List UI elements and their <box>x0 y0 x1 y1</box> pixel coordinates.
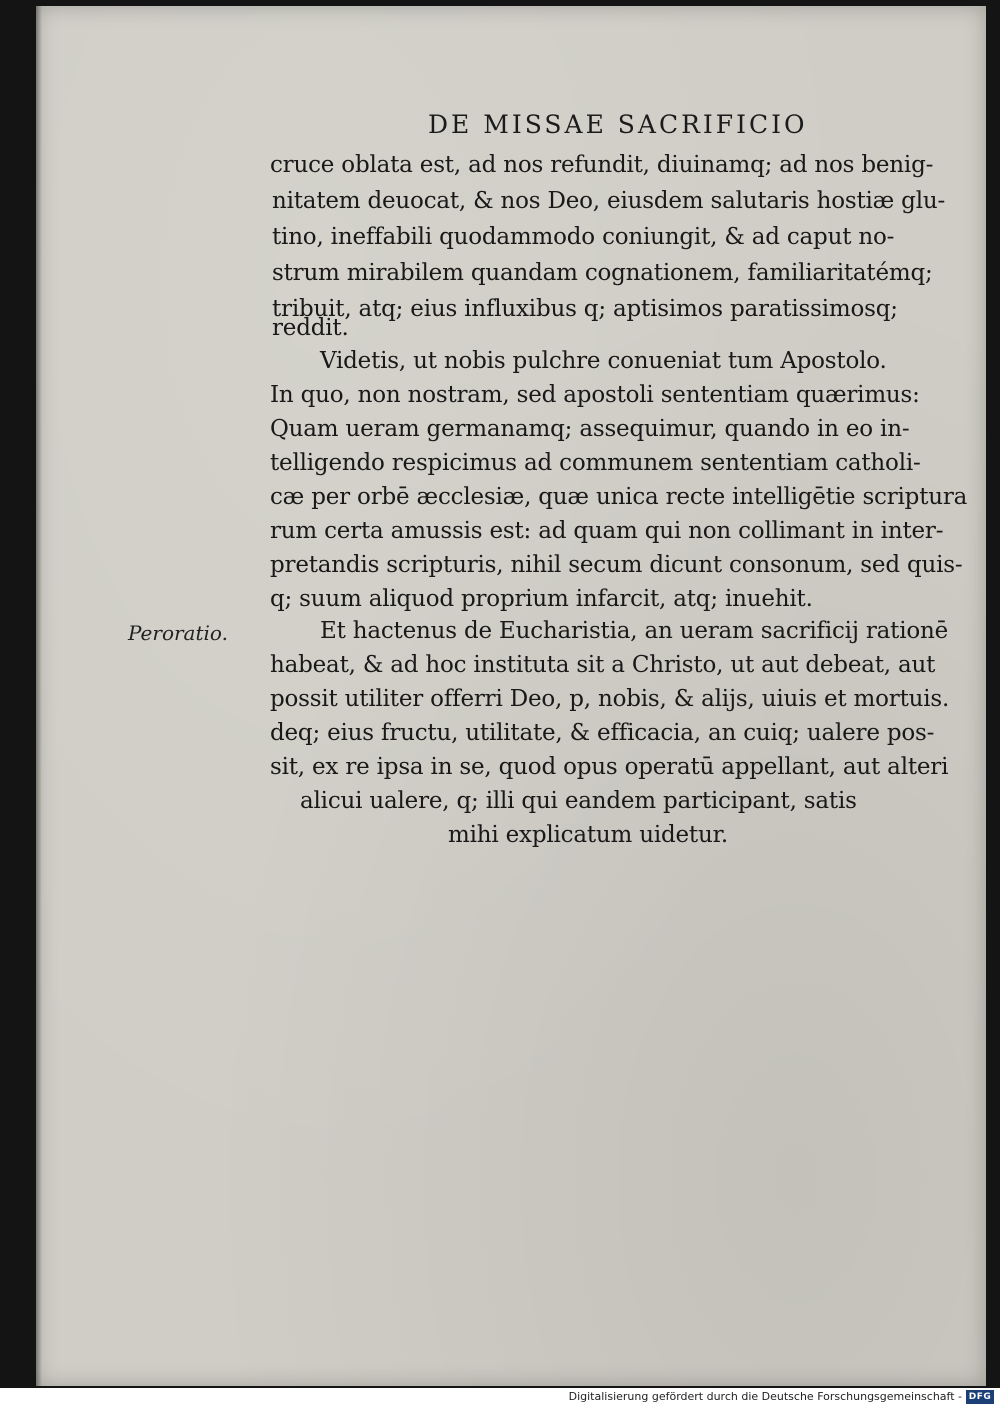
text-line: habeat, & ad hoc instituta sit a Christo, ut aut debeat, aut <box>270 652 936 678</box>
running-head: DE MISSAE SACRIFICIO <box>428 110 808 139</box>
text-line: Videtis, ut nobis pulchre conueniat tum Apostolo. <box>320 348 887 374</box>
text-line: deq; eius fructu, utilitate, & efficacia, an cuiq; ualere pos- <box>270 720 935 746</box>
footer-bar <box>0 1388 1000 1407</box>
text-line: tino, ineffabili quodammodo coniungit, & ad caput no- <box>272 224 895 250</box>
text-line: alicui ualere, q; illi qui eandem participant, satis <box>300 788 857 814</box>
text-line: rum certa amussis est: ad quam qui non collimant in inter- <box>270 518 944 544</box>
funding-credit: Digitalisierung gefördert durch die Deutsche Forschungsgemeinschaft - <box>568 1390 962 1403</box>
text-line: telligendo respicimus ad communem sententiam catholi- <box>270 450 921 476</box>
text-line: nitatem deuocat, & nos Deo, eiusdem salutaris hostiæ glu- <box>272 188 946 214</box>
text-line: Quam ueram germanamq; assequimur, quando in eo in- <box>270 416 910 442</box>
text-line: pretandis scripturis, nihil secum dicunt consonum, sed quis- <box>270 552 963 578</box>
page-edge-shadow <box>36 6 42 1386</box>
text-line: tribuit, atq; eius influxibus q; aptisimos paratissimosq; <box>272 296 898 322</box>
book-page <box>36 6 986 1386</box>
dfg-logo: DFG <box>966 1390 994 1404</box>
text-line: sit, ex re ipsa in se, quod opus operatū appellant, aut alteri <box>270 754 949 780</box>
text-line: reddit. <box>272 315 349 341</box>
text-line: mihi explicatum uidetur. <box>448 822 728 848</box>
marginal-note: Peroratio. <box>128 621 228 645</box>
text-line: In quo, non nostram, sed apostoli sententiam quærimus: <box>270 382 920 408</box>
text-line: cruce oblata est, ad nos refundit, diuinamq; ad nos benig- <box>270 152 934 178</box>
text-line: q; suum aliquod proprium infarcit, atq; inuehit. <box>270 586 813 612</box>
text-line: Et hactenus de Eucharistia, an ueram sacrificij rationē <box>320 618 949 644</box>
text-line: strum mirabilem quandam cognationem, familiaritatémq; <box>272 260 933 286</box>
text-line: possit utiliter offerri Deo, p, nobis, & alijs, uiuis et mortuis. <box>270 686 950 712</box>
text-line: cæ per orbē æcclesiæ, quæ unica recte intelligētie scriptura <box>270 484 968 510</box>
